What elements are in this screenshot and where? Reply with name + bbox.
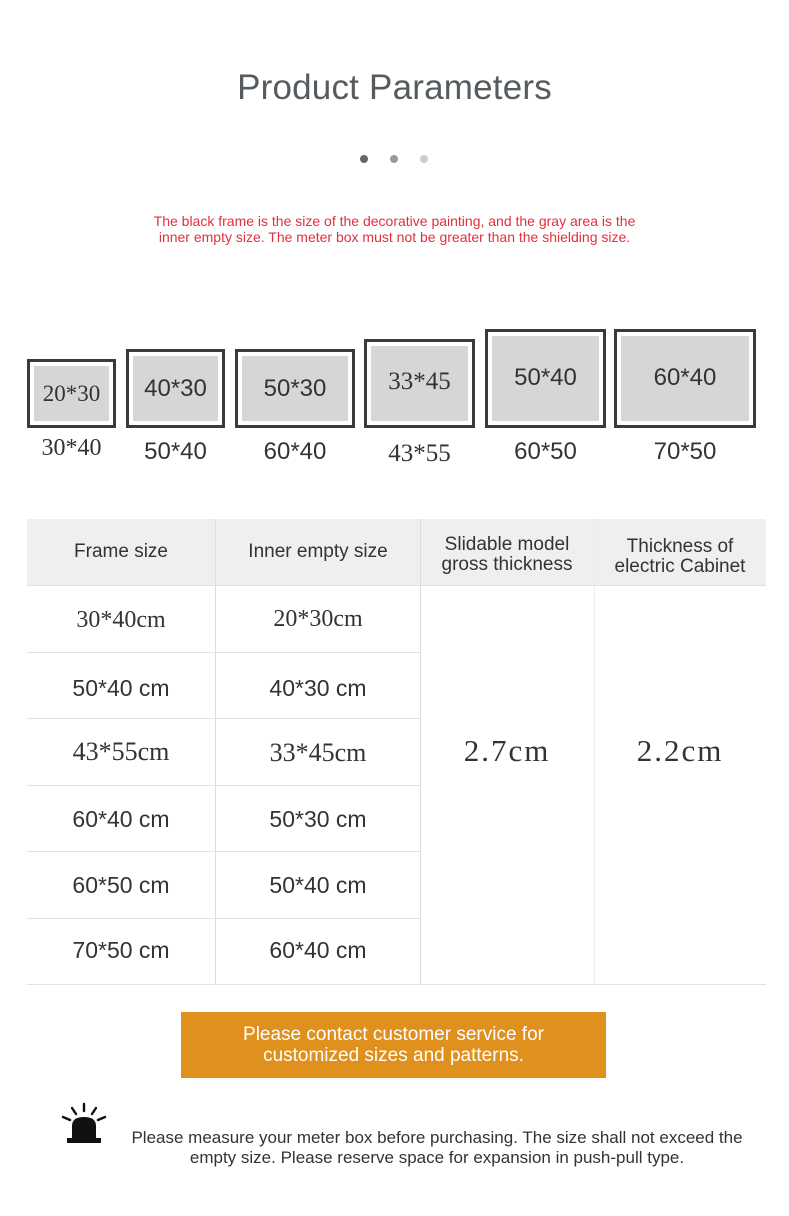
outer-size-label: 50*40 [144, 438, 207, 465]
outer-size-label: 43*55 [388, 440, 451, 467]
row-divider [27, 652, 420, 653]
row-divider [27, 984, 766, 985]
inner-size-label: 50*30 [242, 356, 348, 421]
inner-size-label: 50*40 [492, 336, 599, 421]
slidable-thickness-value: 2.7cm [463, 733, 551, 768]
frame-diagram [126, 349, 225, 428]
table-cell-inner: 60*40 cm [269, 937, 367, 963]
table-cell-frame: 70*50 cm [72, 937, 170, 963]
frame-diagram [235, 349, 355, 428]
table-cell-frame: 30*40cm [76, 607, 166, 633]
inner-size-label: 60*40 [621, 336, 749, 421]
frame-diagram [364, 339, 475, 428]
page-title: Product Parameters [237, 68, 552, 107]
table-cell-inner: 20*30cm [273, 606, 363, 632]
frame-diagram [614, 329, 756, 428]
table-cell-inner: 50*40 cm [269, 872, 367, 898]
row-divider [27, 785, 420, 786]
cabinet-thickness-value: 2.2cm [636, 733, 724, 768]
pagination-dot[interactable] [420, 155, 428, 163]
customization-banner: Please contact customer service for customized sizes and patterns. [181, 1012, 606, 1078]
outer-size-label: 60*40 [263, 438, 327, 465]
row-divider [27, 851, 420, 852]
header-cell-cabinet-thickness: Thickness of electric Cabinet [614, 536, 746, 577]
inner-size-label: 20*30 [34, 366, 109, 421]
row-divider [27, 918, 420, 919]
outer-size-label: 70*50 [653, 438, 717, 465]
row-divider [27, 718, 420, 719]
outer-size-label: 60*50 [514, 438, 577, 465]
table-cell-frame: 43*55cm [72, 737, 170, 766]
alarm-light-icon [60, 1102, 108, 1146]
outer-size-label: 30*40 [41, 435, 102, 461]
header-cell-inner-size: Inner empty size [248, 541, 388, 562]
table-cell-frame: 50*40 cm [72, 675, 170, 701]
header-cell-slidable-thickness: Slidable model gross thickness [441, 534, 573, 575]
table-cell-inner: 50*30 cm [269, 806, 367, 832]
inner-size-label: 40*30 [133, 356, 218, 421]
table-cell-inner: 33*45cm [269, 738, 367, 767]
table-cell-frame: 60*50 cm [72, 872, 170, 898]
frame-diagram [485, 329, 606, 428]
inner-size-label: 33*45 [371, 346, 468, 421]
pagination-dot[interactable] [390, 155, 398, 163]
row-divider [27, 585, 766, 586]
frame-diagram [27, 359, 116, 428]
measurement-note: Please measure your meter box before purchasing. The size shall not exceed the empty size. Please reserve space for expansion in push-pull type. [131, 1128, 743, 1167]
table-cell-frame: 60*40 cm [72, 806, 170, 832]
header-cell-frame-size: Frame size [74, 541, 168, 562]
pagination-dot[interactable] [360, 155, 368, 163]
size-table [27, 519, 766, 985]
size-explanation-note: The black frame is the size of the decorative painting, and the gray area is the inner empty size. The meter box must not be greater than the shielding size. [153, 213, 636, 245]
table-cell-inner: 40*30 cm [269, 675, 367, 701]
